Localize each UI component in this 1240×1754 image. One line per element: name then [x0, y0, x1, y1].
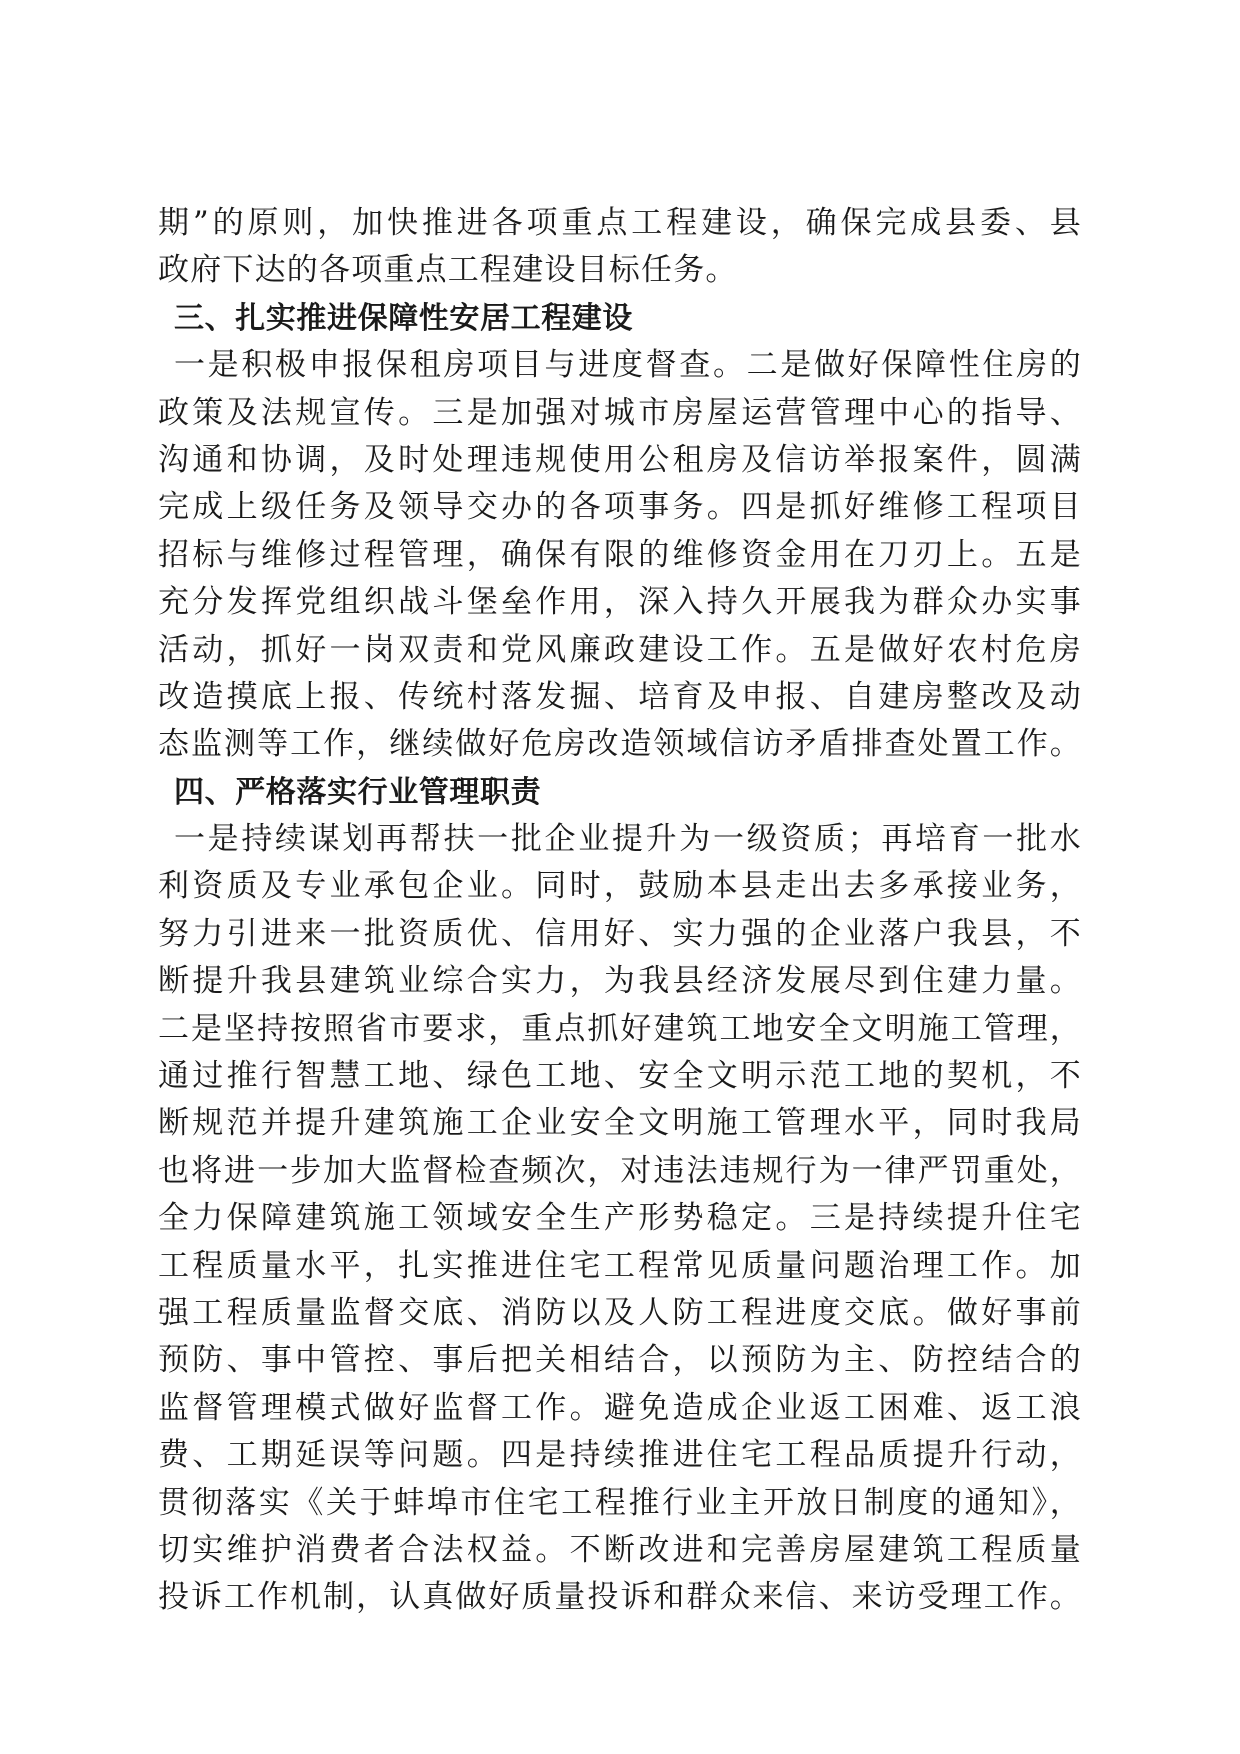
body-line: 改造摸底上报、传统村落发掘、培育及申报、自建房整改及动 — [158, 678, 1082, 715]
document-body — [158, 200, 1082, 1622]
body-line: 通过推行智慧工地、绿色工地、安全文明示范工地的契机，不 — [158, 1058, 1082, 1095]
body-line: 断提升我县建筑业综合实力，为我县经济发展尽到住建力量。 — [158, 963, 1082, 1000]
section-heading-four: 四、严格落实行业管理职责 — [174, 774, 542, 810]
body-line: 招标与维修过程管理，确保有限的维修资金用在刀刃上。五是 — [158, 536, 1082, 573]
body-line: 一是持续谋划再帮扶一批企业提升为一级资质；再培育一批水 — [174, 821, 1082, 858]
body-line: 强工程质量监督交底、消防以及人防工程进度交底。做好事前 — [158, 1294, 1082, 1331]
body-line: 全力保障建筑施工领域安全生产形势稳定。三是持续提升住宅 — [158, 1200, 1082, 1237]
body-line: 二是坚持按照省市要求，重点抓好建筑工地安全文明施工管理， — [158, 1010, 1082, 1047]
body-line: 工程质量水平，扎实推进住宅工程常见质量问题治理工作。加 — [158, 1247, 1082, 1284]
body-line: 预防、事中管控、事后把关相结合，以预防为主、防控结合的 — [158, 1342, 1082, 1379]
body-line: 努力引进来一批资质优、信用好、实力强的企业落户我县，不 — [158, 915, 1082, 952]
body-line: 切实维护消费者合法权益。不断改进和完善房屋建筑工程质量 — [158, 1531, 1082, 1568]
body-line: 断规范并提升建筑施工企业安全文明施工管理水平，同时我局 — [158, 1105, 1082, 1142]
body-line: 政府下达的各项重点工程建设目标任务。 — [158, 252, 738, 289]
body-line: 完成上级任务及领导交办的各项事务。四是抓好维修工程项目 — [158, 489, 1082, 526]
section-heading-three: 三、扎实推进保障性安居工程建设 — [174, 300, 633, 336]
body-line: 费、工期延误等问题。四是持续推进住宅工程品质提升行动， — [158, 1437, 1082, 1474]
body-line: 活动，抓好一岗双责和党风廉政建设工作。五是做好农村危房 — [158, 631, 1082, 668]
body-line: 政策及法规宣传。三是加强对城市房屋运营管理中心的指导、 — [158, 394, 1082, 431]
body-line: 期”的原则，加快推进各项重点工程建设，确保完成县委、县 — [158, 205, 1082, 241]
body-line: 也将进一步加大监督检查频次，对违法违规行为一律严罚重处， — [158, 1152, 1082, 1189]
body-line: 沟通和协调，及时处理违规使用公租房及信访举报案件，圆满 — [158, 441, 1082, 478]
body-line: 充分发挥党组织战斗堡垒作用，深入持久开展我为群众办实事 — [158, 584, 1082, 621]
body-line: 贯彻落实《关于蚌埠市住宅工程推行业主开放日制度的通知》， — [158, 1484, 1082, 1521]
body-line: 态监测等工作，继续做好危房改造领域信访矛盾排查处置工作。 — [158, 726, 1082, 763]
body-line: 投诉工作机制，认真做好质量投诉和群众来信、来访受理工作。 — [158, 1579, 1082, 1616]
body-line: 一是积极申报保租房项目与进度督查。二是做好保障性住房的 — [174, 347, 1082, 384]
body-line: 监督管理模式做好监督工作。避免造成企业返工困难、返工浪 — [158, 1389, 1082, 1426]
body-line: 利资质及专业承包企业。同时，鼓励本县走出去多承接业务， — [158, 868, 1082, 905]
